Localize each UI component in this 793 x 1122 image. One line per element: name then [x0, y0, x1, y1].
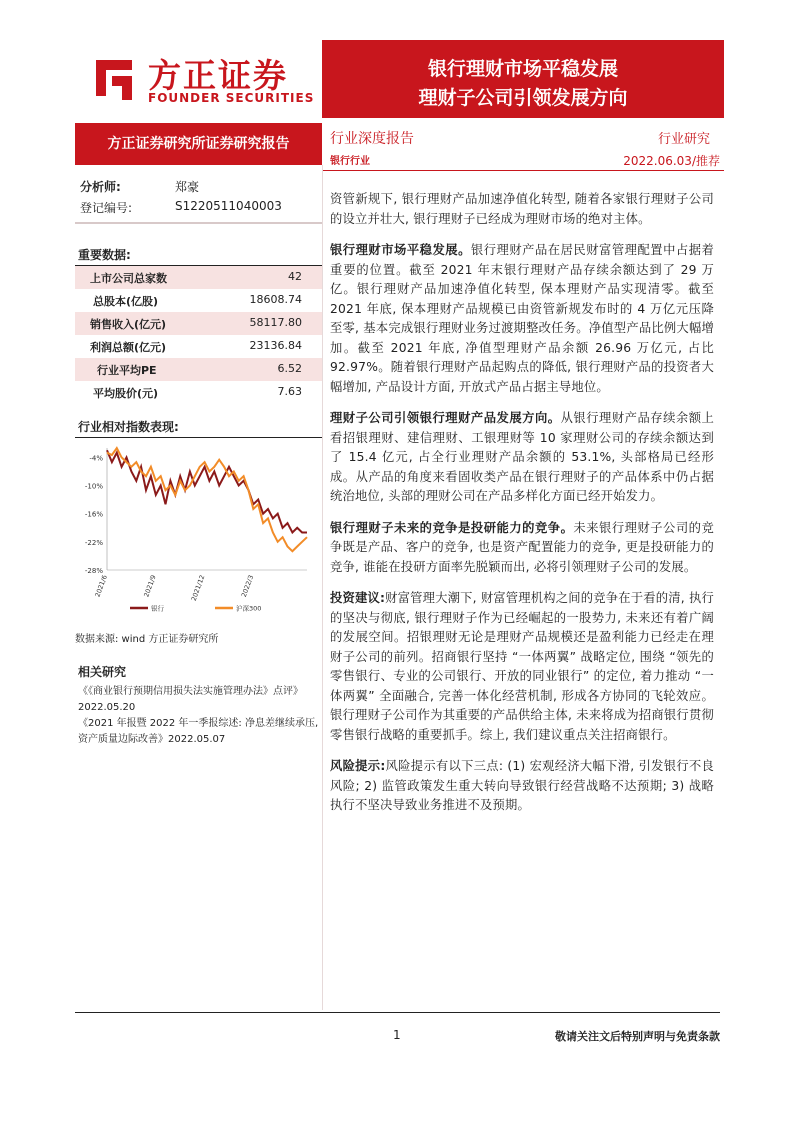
- key-data-row: [75, 312, 322, 335]
- related-title: 相关研究: [78, 665, 127, 679]
- y-tick-label: -10%: [84, 482, 103, 491]
- registration-label: 登记编号:: [80, 201, 133, 215]
- registration-number: S1220511040003: [175, 199, 282, 213]
- paragraph-heading: 银行理财子未来的竞争是投研能力的竞争。: [330, 520, 574, 535]
- y-tick-label: -22%: [84, 538, 103, 547]
- y-tick-label: -4%: [89, 454, 103, 463]
- key-data-label: 销售收入(亿元): [90, 318, 167, 331]
- disclaimer-note: 敬请关注文后特别声明与免责条款: [555, 1030, 720, 1043]
- key-data-label: 利润总额(亿元): [90, 341, 167, 354]
- key-data-value: 18608.74: [249, 293, 302, 306]
- key-data-label: 总股本(亿股): [93, 295, 159, 308]
- key-data-title: 重要数据:: [78, 248, 131, 262]
- key-data-value: 6.52: [277, 362, 302, 375]
- paragraph-text: 风险提示有以下三点: (1) 宏观经济大幅下滑, 引发银行不良风险; 2) 监管政策发生重大转向导致银行经营战略不达预期; 3) 战略执行不坚决导致业务推进不及预期。: [330, 759, 714, 812]
- paragraph-text: 未来银行理财子公司的竞争既是产品、客户的竞争, 也是资产配置能力的竞争, 更是投研能力的竞争, 谁能在投研方面率先脱颖而出, 必将引领理财子公司的发展。: [330, 520, 714, 574]
- header-divider: [322, 170, 724, 171]
- paragraph-text: 财富管理大潮下, 财富管理机构之间的竞争在于看的清, 执行的坚决与彻底, 银行理财子作为已经崛起的一股势力, 未来还有着广阔的发展空间。招银理财无论是理财产品规模还是盈利能力已经走在理财子公司的前列。招商银行坚持 “一体两翼” 战略定位, 围绕 “领先的零售银行、专业的公司银行、开放的同业银行” 的定位, 着力推动 “一体两翼” 全面融合, 完善一体化经营机制, 形成各方协同的飞轮效应。银行理财子公司作为其重要的产品供给主体, 未来将成为招商银行贯彻零售银行战略的重要抓手。综上, 我们建议重点关注招商银行。: [330, 591, 714, 742]
- analyst-name: 郑豪: [175, 180, 200, 194]
- key-data-value: 42: [288, 270, 302, 283]
- report-title-line1: 银行理财市场平稳发展: [427, 58, 618, 80]
- intro-paragraph: 资管新规下, 银行理财产品加速净值化转型, 随着各家银行理财子公司的设立并壮大, 银行理财子已经成为理财市场的绝对主体。: [330, 192, 714, 226]
- report-title-line2: 理财子公司引领发展方向: [418, 87, 628, 109]
- report-category: 行业研究: [657, 132, 710, 147]
- paragraph-competition: [330, 519, 714, 578]
- paragraph-subsidiary: [330, 409, 714, 507]
- key-data-row: [75, 289, 322, 312]
- footer-rule: [75, 1012, 720, 1013]
- performance-rule: [75, 437, 322, 438]
- x-tick-label: 2021/6: [93, 573, 109, 599]
- series-line-hs300: [107, 448, 307, 551]
- key-data-label: 行业平均PE: [97, 364, 157, 377]
- x-tick-label: 2022/3: [239, 573, 256, 599]
- legend-label: 沪深300: [236, 604, 262, 613]
- paragraph-heading: 理财子公司引领银行理财产品发展方向。: [330, 411, 561, 425]
- y-tick-label: -28%: [84, 567, 103, 575]
- analyst-label: 分析师:: [80, 180, 121, 194]
- sector-name: 银行行业: [330, 156, 370, 167]
- key-data-row: [75, 335, 322, 358]
- key-data-value: 23136.84: [249, 339, 302, 352]
- key-data-row: [75, 266, 322, 289]
- key-data-value: 58117.80: [249, 316, 302, 329]
- paragraph-heading: 风险提示:: [330, 759, 386, 773]
- brand-name-en: FOUNDER SECURITIES: [148, 91, 315, 105]
- key-data-value: 7.63: [277, 385, 302, 398]
- legend-label: 银行: [151, 604, 164, 613]
- sidebar-divider: [75, 222, 322, 224]
- key-data-label: 上市公司总家数: [90, 272, 167, 285]
- paragraph-risk: [330, 757, 714, 816]
- date-rating: 2022.06.03/推荐: [623, 154, 720, 168]
- related-item[interactable]: 《《商业银行预期信用损失法实施管理办法》点评》2022.05.20: [78, 686, 303, 713]
- x-tick-label: 2021/12: [189, 573, 207, 603]
- founder-logo-icon: [88, 56, 138, 104]
- paragraph-heading: 银行理财市场平稳发展。: [330, 243, 471, 257]
- key-data-label: 平均股价(元): [93, 387, 159, 400]
- relative-index-chart: [75, 440, 322, 620]
- x-tick-label: 2021/9: [142, 573, 158, 599]
- data-source: 数据来源: wind 方正证券研究所: [75, 634, 219, 645]
- y-tick-label: -16%: [84, 510, 103, 519]
- paragraph-heading: 投资建议:: [330, 591, 386, 605]
- report-type: 行业深度报告: [330, 131, 414, 147]
- performance-title: 行业相对指数表现:: [78, 420, 179, 434]
- institute-banner: 方正证券研究所证券研究报告: [75, 123, 322, 165]
- key-data-row: [75, 358, 322, 381]
- related-item[interactable]: 《2021 年报暨 2022 年一季报综述: 净息差继续承压, 资产质量边际改善》2022.05.07: [78, 718, 319, 745]
- page-number: 1: [393, 1028, 401, 1042]
- paragraph-text: 从银行理财产品存续余额上看招银理财、建信理财、工银理财等 10 家理财公司的存续余额达到了 15.4 亿元, 占全行业理财产品余额的 53.1%, 头部格局已经形成。从产品的角度来看固收类产品在银行理财子的产品体系中仍占据统治地位, 头部的理财公司在产品多样化方面已经开始发力。: [330, 411, 715, 503]
- brand-name-cn: 方正证券: [148, 56, 288, 95]
- report-body: [330, 190, 714, 828]
- key-data-row: [75, 381, 322, 404]
- paragraph-investment: [330, 589, 714, 745]
- paragraph-text: 银行理财产品在居民财富管理配置中占据着重要的位置。截至 2021 年末银行理财产品存续余额达到了 29 万亿。银行理财产品加速净值化转型, 保本理财产品实现清零。截至 2021 年底, 保本理财产品规模已由资管新规发布时的 4 万亿元压降至零, 基本完成银行理财业务过渡期整改任务。净值型产品比例大幅增加。截至 2021 年底, 净值型理财产品余额 26.96 万亿元, 占比 92.97%。随着银行理财产品起购点的降低, 银行理财产品的投资者大幅增加, 产品设计方面, 开放式产品占据主导地位。: [330, 243, 714, 394]
- paragraph-market: [330, 241, 714, 397]
- column-separator: [322, 165, 323, 1010]
- title-banner: [322, 40, 724, 118]
